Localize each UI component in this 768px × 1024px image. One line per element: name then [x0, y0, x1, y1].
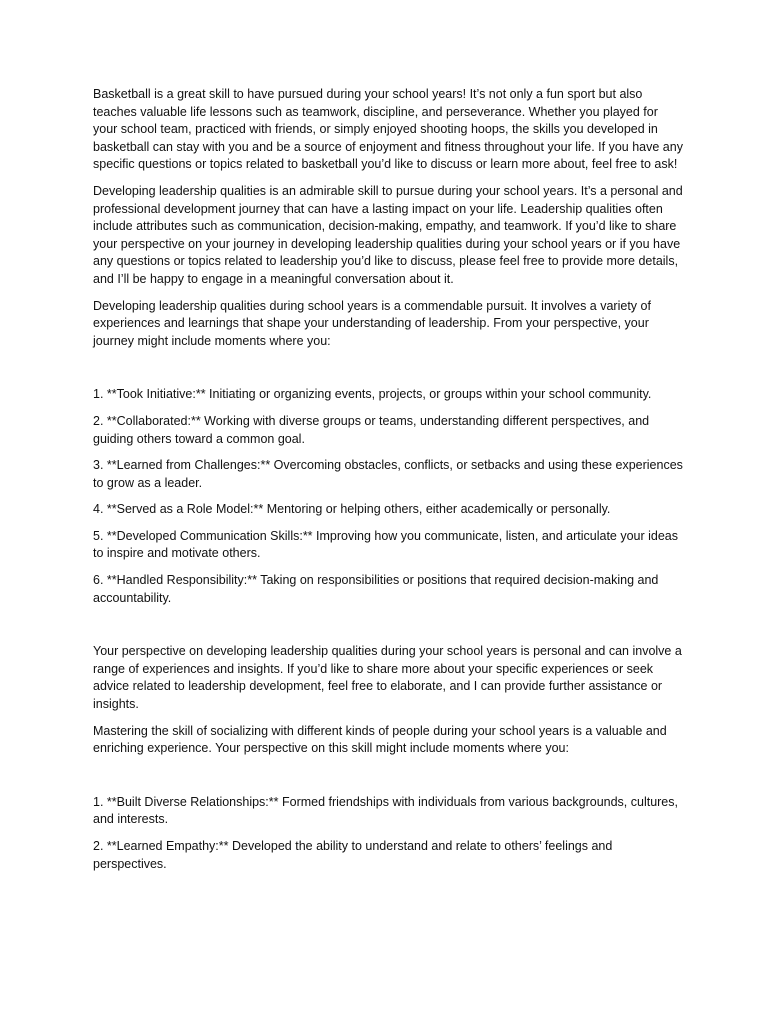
document-page [93, 86, 685, 882]
spacer [93, 767, 685, 794]
list-item: 3. **Learned from Challenges:** Overcoming obstacles, conflicts, or setbacks and using these experiences to grow as a leader. [93, 458, 683, 490]
spacer [93, 359, 685, 386]
list-item: 2. **Learned Empathy:** Developed the ability to understand and relate to others’ feelings and perspectives. [93, 839, 613, 871]
paragraph-leadership-intro: Developing leadership qualities is an admirable skill to pursue during your school years. It’s a personal and professional development journey that can have a lasting impact on your life. Leadership qualities often include attributes such as communication, decision-making, empathy, and teamwork. If you’d like to share your perspective on your journey in developing leadership qualities during your school years or if you have any questions or topics related to leadership you’d like to discuss, please feel free to provide more details, and I’ll be happy to engage in a meaningful conversation about it. [93, 183, 683, 286]
socializing-list [93, 794, 685, 873]
paragraph-basketball: Basketball is a great skill to have pursued during your school years! It’s not only a fun sport but also teaches valuable life lessons such as teamwork, discipline, and perseverance. Whether you played for your school team, practiced with friends, or simply enjoyed shooting hoops, the skills you developed in basketball can stay with you and be a source of enjoyment and fitness throughout your life. If you have any specific questions or topics related to basketball you’d like to discuss or learn more about, feel free to ask! [93, 87, 683, 172]
list-item: 2. **Collaborated:** Working with diverse groups or teams, understanding different perspectives, and guiding others toward a common goal. [93, 413, 650, 446]
leadership-list [93, 386, 685, 607]
paragraph-socializing: Mastering the skill of socializing with different kinds of people during your school years is a valuable and enriching experience. Your perspective on this skill might include moments where you: [93, 723, 667, 756]
list-item: 4. **Served as a Role Model:** Mentoring or helping others, either academically or personally. [93, 502, 611, 517]
list-item: 5. **Developed Communication Skills:** Improving how you communicate, listen, and articulate your ideas to inspire and motivate others. [93, 528, 679, 561]
spacer [93, 616, 685, 643]
list-item: 1. **Built Diverse Relationships:** Formed friendships with individuals from various backgrounds, cultures, and interests. [93, 794, 678, 827]
list-item: 1. **Took Initiative:** Initiating or organizing events, projects, or groups within your school community. [93, 387, 652, 402]
list-item: 6. **Handled Responsibility:** Taking on responsibilities or positions that required decision-making and accountability. [93, 573, 659, 605]
paragraph-leadership-journey: Developing leadership qualities during school years is a commendable pursuit. It involves a variety of experiences and learnings that shape your understanding of leadership. From your perspective, your journey might include moments where you: [93, 298, 651, 348]
paragraph-perspective: Your perspective on developing leadership qualities during your school years is personal and can involve a range of experiences and insights. If you’d like to share more about your specific experiences or seek advice related to leadership development, feel free to elaborate, and I can provide further assistance or insights. [93, 644, 682, 712]
